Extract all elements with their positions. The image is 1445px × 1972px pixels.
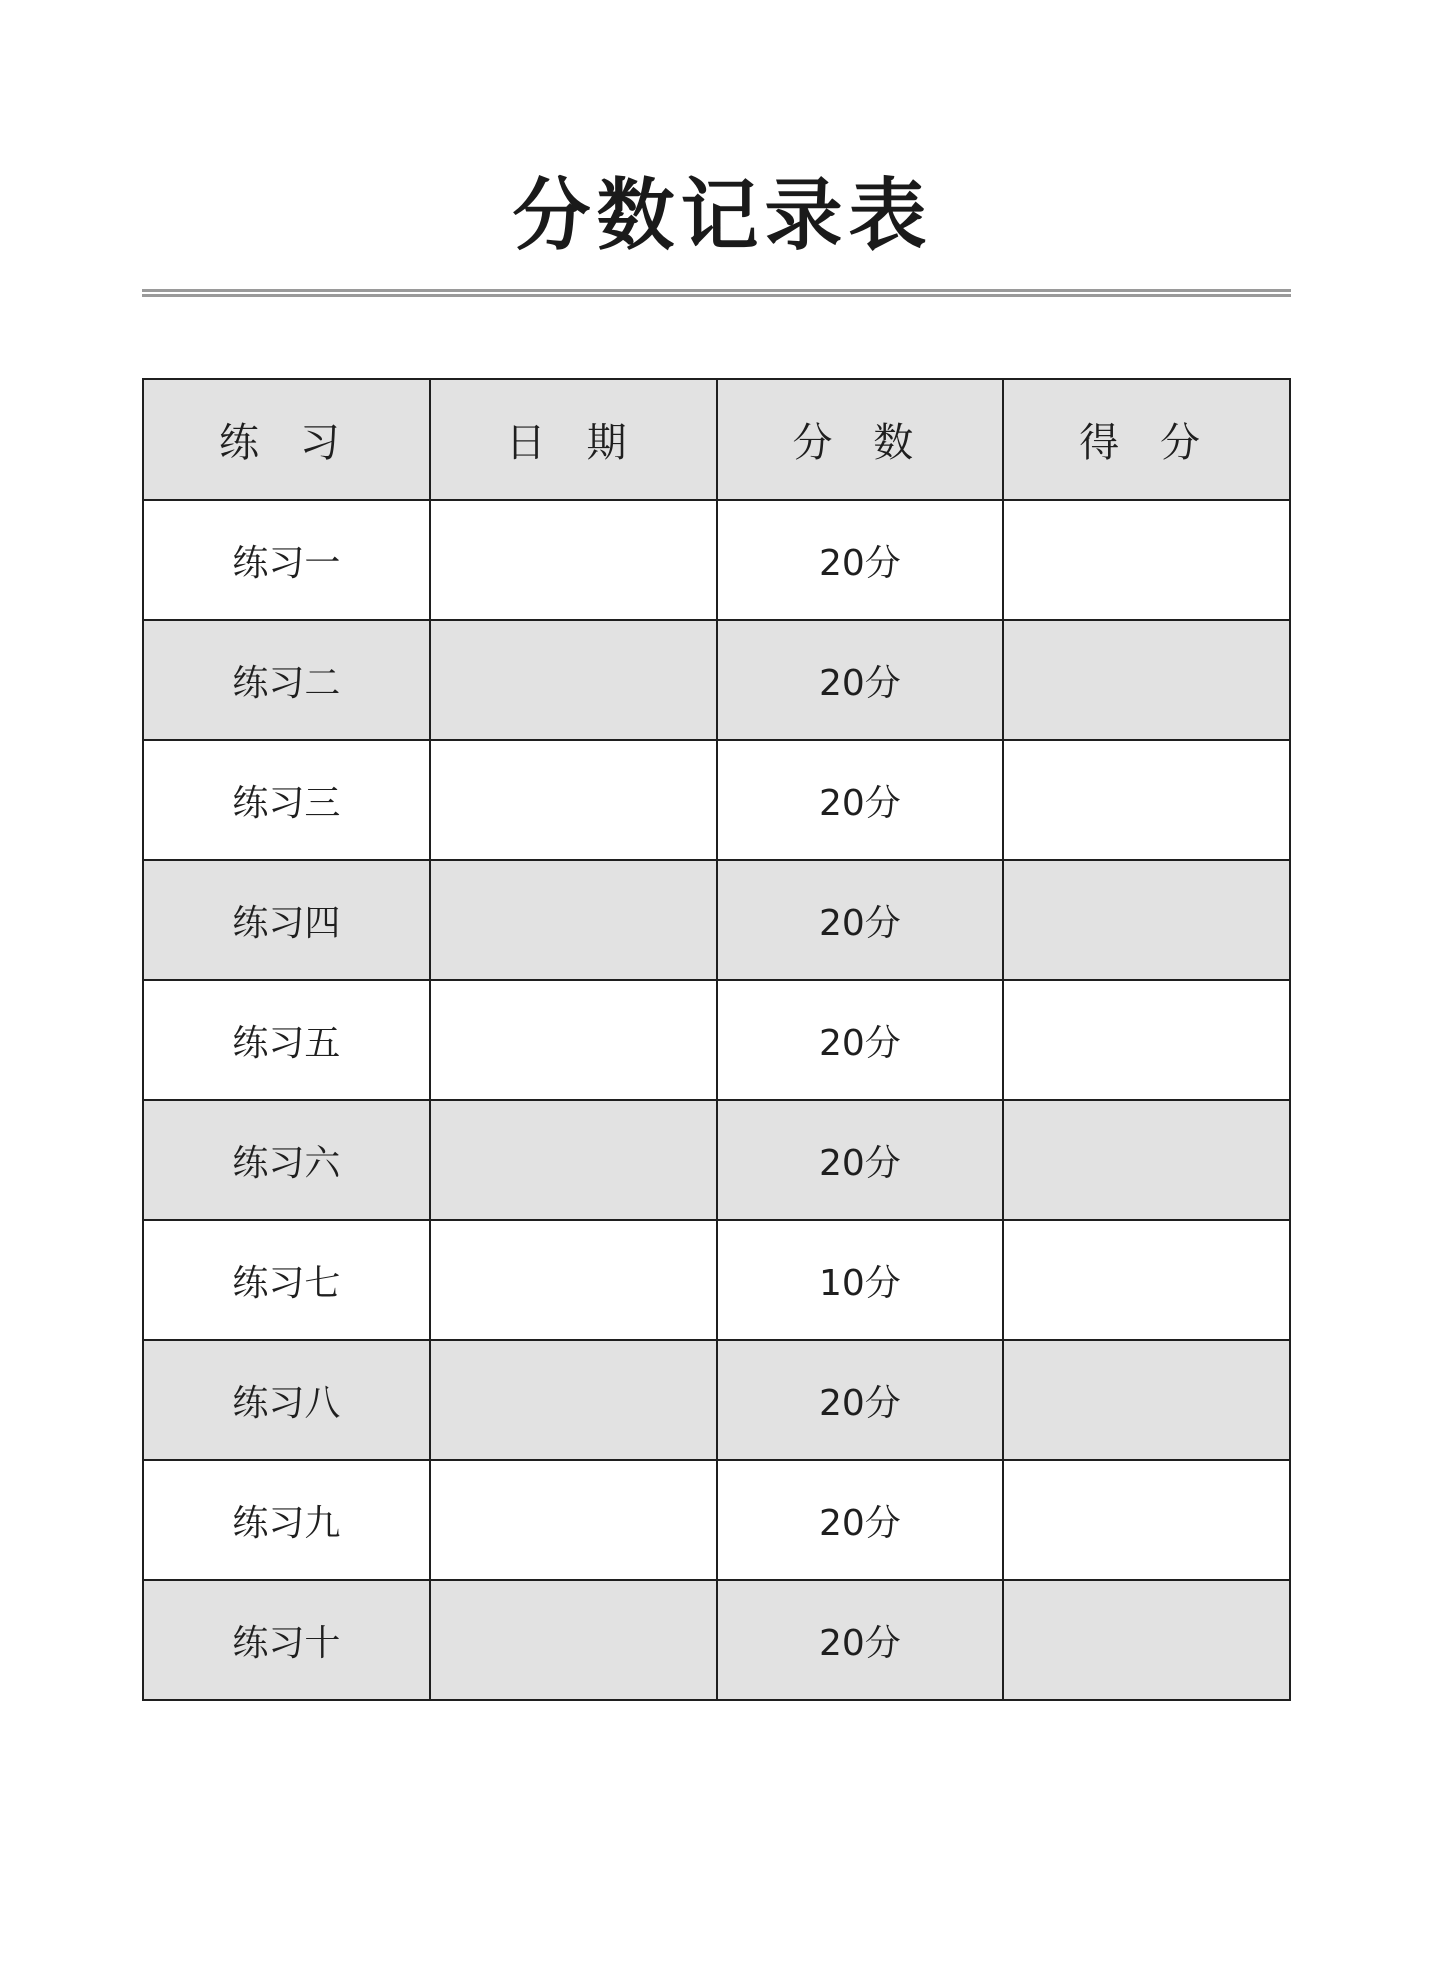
table-row [143,1340,1290,1460]
exercise-cell: 练习四 [143,860,430,980]
header-date [430,379,717,500]
table-row [143,620,1290,740]
header-score-label: 得 分 [1079,420,1214,466]
exercise-cell: 练习十 [143,1580,430,1700]
points-cell: 10分 [717,1220,1004,1340]
date-cell[interactable] [430,500,717,620]
score-cell[interactable] [1003,860,1290,980]
exercise-cell: 练习三 [143,740,430,860]
header-date-label: 日 期 [505,420,641,466]
table-row [143,1580,1290,1700]
date-cell[interactable] [430,1460,717,1580]
points-cell: 20分 [717,1100,1004,1220]
header-points-label: 分 数 [792,420,928,466]
score-cell[interactable] [1003,980,1290,1100]
table-row [143,740,1290,860]
score-cell[interactable] [1003,620,1290,740]
score-cell[interactable] [1003,740,1290,860]
header-score [1003,379,1290,500]
date-cell[interactable] [430,1340,717,1460]
points-cell: 20分 [717,1580,1004,1700]
date-cell[interactable] [430,1580,717,1700]
score-cell[interactable] [1003,1580,1290,1700]
exercise-cell: 练习五 [143,980,430,1100]
header-points [717,379,1004,500]
points-cell: 20分 [717,740,1004,860]
score-cell[interactable] [1003,1220,1290,1340]
exercise-cell: 练习七 [143,1220,430,1340]
header-exercise-label: 练 习 [219,420,354,466]
date-cell[interactable] [430,740,717,860]
score-cell[interactable] [1003,1460,1290,1580]
exercise-cell: 练习九 [143,1460,430,1580]
title-divider [142,289,1291,297]
table-row [143,500,1290,620]
exercise-cell: 练习一 [143,500,430,620]
table-header-row [143,379,1290,500]
page-title: 分数记录表 [512,171,933,261]
table-row [143,860,1290,980]
points-cell: 20分 [717,860,1004,980]
table-row [143,1460,1290,1580]
exercise-cell: 练习六 [143,1100,430,1220]
table-row [143,1100,1290,1220]
score-cell[interactable] [1003,500,1290,620]
table-row [143,1220,1290,1340]
score-record-table [142,378,1291,1701]
score-cell[interactable] [1003,1340,1290,1460]
date-cell[interactable] [430,860,717,980]
points-cell: 20分 [717,500,1004,620]
date-cell[interactable] [430,1100,717,1220]
points-cell: 20分 [717,1340,1004,1460]
date-cell[interactable] [430,620,717,740]
table-row [143,980,1290,1100]
points-cell: 20分 [717,980,1004,1100]
exercise-cell: 练习八 [143,1340,430,1460]
score-cell[interactable] [1003,1100,1290,1220]
date-cell[interactable] [430,1220,717,1340]
exercise-cell: 练习二 [143,620,430,740]
date-cell[interactable] [430,980,717,1100]
points-cell: 20分 [717,620,1004,740]
points-cell: 20分 [717,1460,1004,1580]
header-exercise [143,379,430,500]
